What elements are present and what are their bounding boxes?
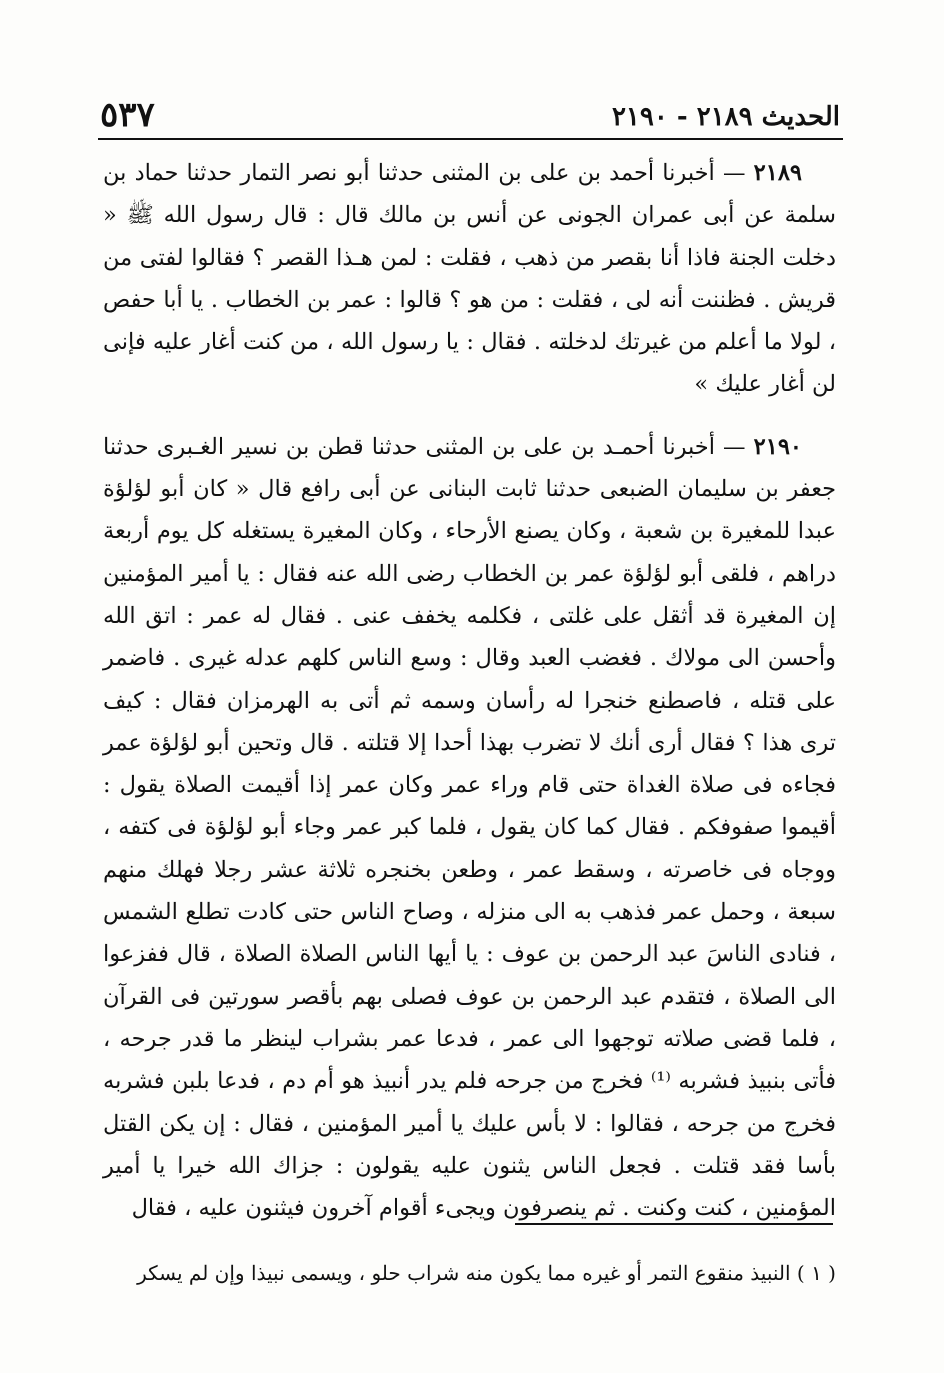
footnote	[103, 1256, 836, 1290]
page-number: ٥٣٧	[100, 95, 155, 135]
running-title: الحديث ٢١٨٩ - ٢١٩٠	[611, 102, 840, 132]
hadith-text: أخبرنا أحمد بن على بن المثنى حدثنا أبو نصر التمار حدثنا حماد بن سلمة عن أبى عمران الجونى عن أنس بن مالك قال : قال رسول الله ﷺ « دخلت الجنة فاذا أنا بقصر من ذهب ، فقلت : لمن هـذا القصر ؟ فقالوا لفتى من قريش . فظننت أنه لى ، فقلت : من هو ؟ قالوا : عمر بن الخطاب . يا أبا حفص ، لولا ما أعلم من غيرتك لدخلته . فقال : يا رسول الله ، من كنت أغار عليه فإنى لن أغار عليك »	[103, 160, 836, 398]
hadith-dash: —	[714, 160, 754, 186]
header-rule	[98, 138, 843, 140]
footnote-text: النبيذ منقوع التمر أو غيره مما يكون منه شراب حلو ، ويسمى نبيذا وإن لم يسكر	[137, 1261, 791, 1285]
footnote-rule	[515, 1223, 833, 1225]
hadith-paragraph	[103, 426, 836, 1230]
hadith-text: أخبرنا أحمـد بن على بن المثنى حدثنا قطن بن نسير الغـبرى حدثنا جعفر بن سليمان الضبعى حدثنا ثابت البنانى عن أبى رافع قال « كان أبو لؤلؤة عبدا للمغيرة بن شعبة ، وكان يصنع الأرحاء ، وكان المغيرة يستغله كل يوم أربعة دراهم ، فلقى أبو لؤلؤة عمر بن الخطاب رضى الله عنه فقال : يا أمير المؤمنين إن المغيرة قد أثقل على غلتى ، فكلمه يخفف عنى . فقال له عمر : اتق الله وأحسن الى مولاك . فغضب العبد وقال : وسع الناس كلهم عدله غيرى . فاضمر على قتله ، فاصطنع خنجرا له رأسان وسمه ثم أتى به الهرمزان فقال : كيف ترى هذا ؟ فقال أرى أنك لا تضرب بهذا أحدا إلا قتلته . قال وتحين أبو لؤلؤة عمر فجاءه فى صلاة الغداة حتى قام وراء عمر وكان عمر إذا أقيمت الصلاة يقول : أقيموا صفوفكم . فقال كما كان يقول ، فلما كبر عمر وجاء أبو لؤلؤة فى كتفه ، ووجاه فى خاصرته ، وسقط عمر ، وطعن بخنجره ثلاثة عشر رجلا فهلك منهم سبعة ، وحمل عمر فذهب به الى منزله ، وصاح الناس حتى كادت تطلع الشمس ، فنادى الناسَ عبد الرحمن بن عوف : يا أيها الناس الصلاة الصلاة ، قال ففزعوا الى الصلاة ، فتقدم عبد الرحمن بن عوف فصلى بهم بأقصر سورتين فى القرآن ، فلما قضى صلاته توجهوا الى عمر ، فدعا عمر بشراب لينظر ما قدر جرحه ، فأتى بنبيذ فشربه ⁽¹⁾ فخرج من جرحه فلم يدر أنبيذ هو أم دم ، فدعا بلبن فشربه فخرج من جرحه ، فقالوا : لا بأس عليك يا أمير المؤمنين ، فقال : إن يكن القتل بأسا فقد قتلت . فجعل الناس يثنون عليه يقولون : جزاك الله خيرا يا أمير المؤمنين ، كنت وكنت . ثم ينصرفون ويجىء أقوام آخرون فيثنون عليه ، فقال	[103, 433, 836, 1222]
hadith-dash: —	[714, 433, 754, 460]
body-text	[103, 152, 836, 1229]
hadith-number: ٢١٩٠	[753, 433, 803, 460]
hadith-number: ٢١٨٩	[753, 160, 802, 186]
page-header	[100, 88, 840, 136]
hadith-paragraph	[103, 152, 836, 406]
footnote-marker: ( ١ )	[796, 1261, 836, 1285]
